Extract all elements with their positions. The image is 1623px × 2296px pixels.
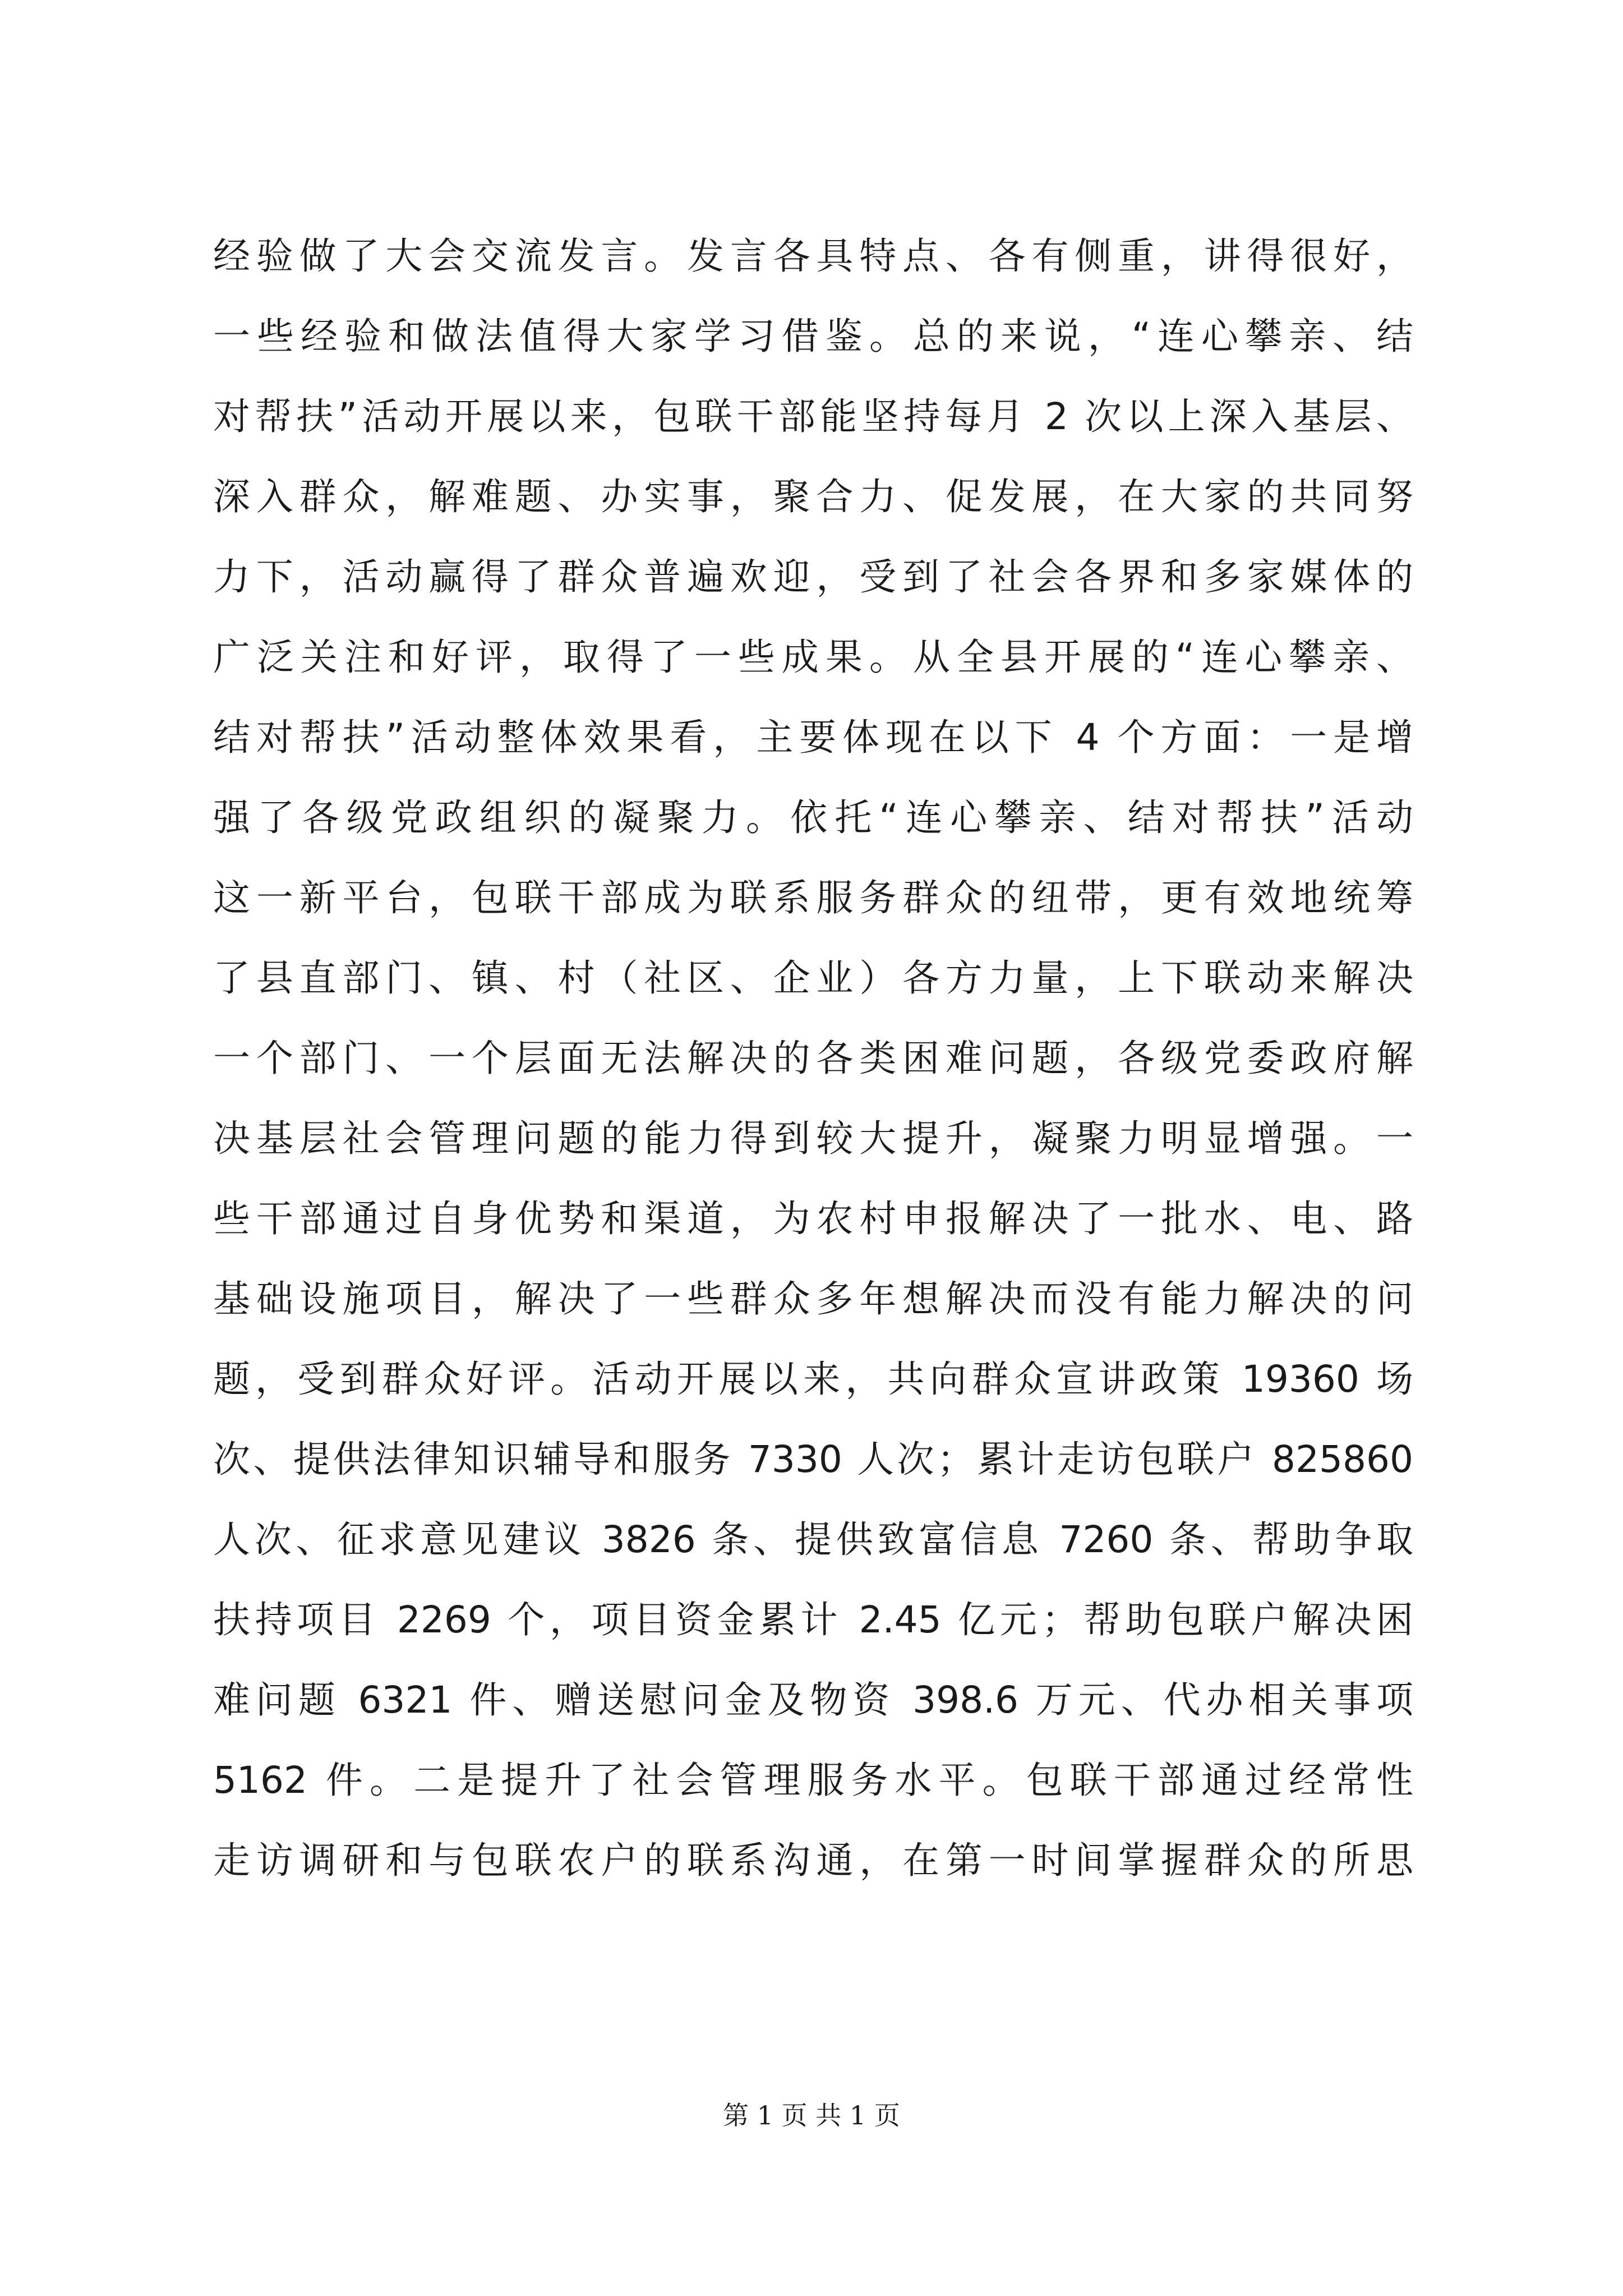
- text-line: 经验做了大会交流发言。发言各具特点、各有侧重，讲得很好，: [213, 234, 1413, 278]
- text-line: 强了各级党政组织的凝聚力。依托“连心攀亲、结对帮扶”活动: [213, 796, 1413, 839]
- text-line: 基础设施项目，解决了一些群众多年想解决而没有能力解决的问: [213, 1277, 1413, 1320]
- text-line: 难问题 6321 件、赠送慰问金及物资 398.6 万元、代办相关事项: [213, 1678, 1413, 1722]
- text-line: 深入群众，解难题、办实事，聚合力、促发展，在大家的共同努: [213, 475, 1413, 518]
- text-line: 走访调研和与包联农户的联系沟通，在第一时间掌握群众的所思: [213, 1839, 1413, 1882]
- text-line: 些干部通过自身优势和渠道，为农村申报解决了一批水、电、路: [213, 1197, 1413, 1240]
- text-line: 广泛关注和好评，取得了一些成果。从全县开展的“连心攀亲、: [213, 636, 1413, 679]
- body-paragraph: [213, 216, 1413, 1901]
- text-line: 题，受到群众好评。活动开展以来，共向群众宣讲政策 19360 场: [213, 1358, 1413, 1401]
- text-line: 人次、征求意见建议 3826 条、提供致富信息 7260 条、帮助争取: [213, 1518, 1413, 1561]
- text-line: 对帮扶”活动开展以来，包联干部能坚持每月 2 次以上深入基层、: [213, 395, 1413, 438]
- text-line: 次、提供法律知识辅导和服务 7330 人次；累计走访包联户 825860: [213, 1438, 1413, 1481]
- text-line: 一些经验和做法值得大家学习借鉴。总的来说，“连心攀亲、结: [213, 315, 1413, 358]
- text-line: 决基层社会管理问题的能力得到较大提升，凝聚力明显增强。一: [213, 1117, 1413, 1160]
- text-line: 结对帮扶”活动整体效果看，主要体现在以下 4 个方面：一是增: [213, 716, 1413, 759]
- text-line: 这一新平台，包联干部成为联系服务群众的纽带，更有效地统筹: [213, 876, 1413, 919]
- text-line: 5162 件。二是提升了社会管理服务水平。包联干部通过经常性: [213, 1759, 1413, 1802]
- text-line: 力下，活动赢得了群众普遍欢迎，受到了社会各界和多家媒体的: [213, 555, 1413, 599]
- text-line: 了县直部门、镇、村（社区、企业）各方力量，上下联动来解决: [213, 956, 1413, 1000]
- text-line: 一个部门、一个层面无法解决的各类困难问题，各级党委政府解: [213, 1037, 1413, 1080]
- text-line: 扶持项目 2269 个，项目资金累计 2.45 亿元；帮助包联户解决困: [213, 1598, 1413, 1641]
- page-footer: 第 1 页 共 1 页: [723, 2100, 900, 2131]
